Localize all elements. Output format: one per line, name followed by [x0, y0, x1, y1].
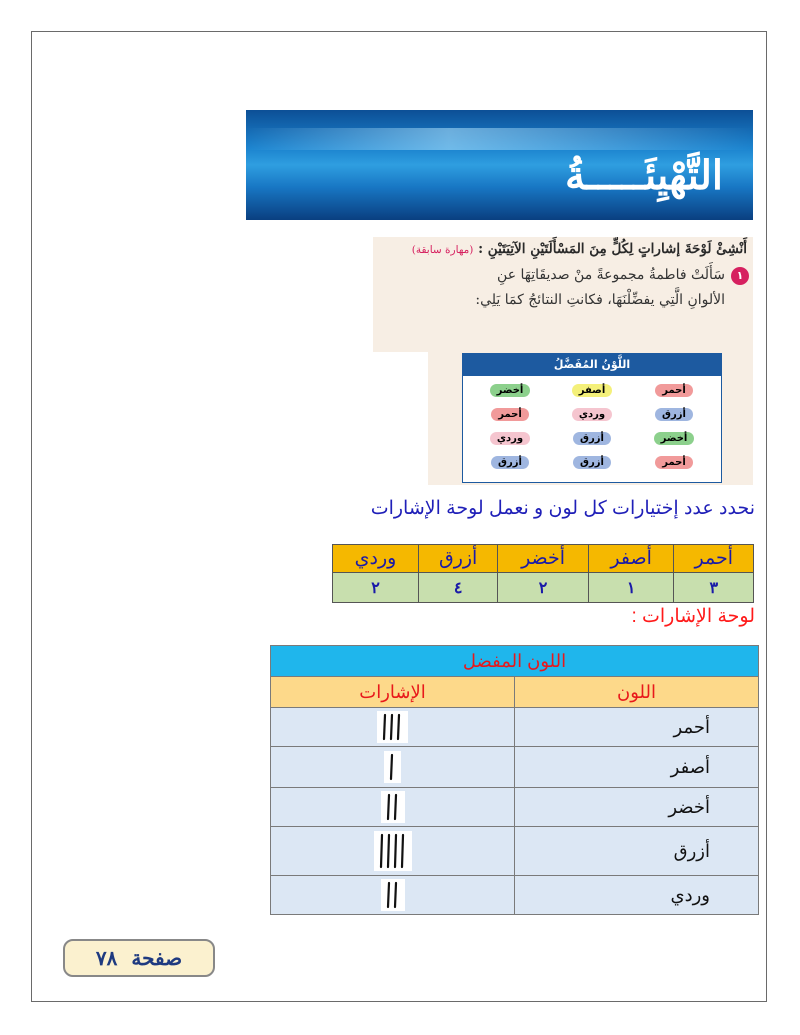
grid-cell — [469, 404, 551, 425]
count-value-cell: ٣ — [674, 573, 754, 603]
tally-row — [271, 747, 759, 788]
counts-header-row — [333, 545, 754, 573]
grid-cell-text: وردي — [490, 432, 530, 445]
count-value-cell: ١ — [588, 573, 674, 603]
tally-stroke — [398, 715, 399, 739]
grid-cell — [633, 404, 715, 425]
count-header-cell: أحمر — [674, 545, 754, 573]
col-marks-header: الإشارات — [271, 677, 515, 708]
tally-stroke — [395, 835, 396, 867]
grid-cell — [551, 404, 633, 425]
tally-stroke — [388, 795, 389, 819]
tally-marks — [374, 831, 412, 871]
tally-row — [271, 788, 759, 827]
tally-stroke — [402, 835, 403, 867]
tally-row — [271, 708, 759, 747]
tally-table — [270, 645, 759, 915]
tally-title-row — [271, 646, 759, 677]
tally-stroke — [381, 835, 382, 867]
tally-marks — [377, 711, 408, 743]
grid-cell — [551, 452, 633, 473]
tally-color-cell: وردي — [515, 876, 759, 915]
board-label: لوحة الإشارات : — [631, 606, 755, 627]
tally-marks — [384, 751, 401, 783]
tally-strokes — [387, 753, 398, 781]
problem-line-2: الألوانِ الَّتِي يفضِّلْنَهَا، فكانتِ النتائجُ كمَا يَلِي: — [475, 292, 725, 308]
page-number-badge — [63, 939, 215, 977]
count-header-cell: وردي — [333, 545, 419, 573]
grid-cell-text: أزرق — [573, 456, 611, 469]
count-header-cell: أصفر — [588, 545, 674, 573]
counts-value-row — [333, 573, 754, 603]
tally-strokes — [384, 881, 402, 909]
tally-marks — [381, 791, 405, 823]
tally-marks-cell — [271, 788, 515, 827]
tally-color-cell: أحمر — [515, 708, 759, 747]
grid-cell — [469, 380, 551, 401]
count-value-cell: ٢ — [333, 573, 419, 603]
grid-title: اللَّوْنُ المُفَضَّلُ — [463, 354, 721, 376]
grid-cell-text: أحمر — [655, 384, 693, 397]
tally-strokes — [380, 713, 405, 741]
tally-marks-cell — [271, 827, 515, 876]
grid-cell — [469, 428, 551, 449]
instruction-sentence: نحدد عدد إختيارات كل لون و نعمل لوحة الإشارات — [370, 498, 755, 519]
grid-cell-text: وردي — [572, 408, 612, 421]
tally-stroke — [388, 835, 389, 867]
tally-marks-cell — [271, 747, 515, 788]
grid-cells — [463, 376, 721, 477]
favorite-color-grid — [462, 353, 722, 483]
tally-marks-cell — [271, 876, 515, 915]
image-fragment — [373, 352, 428, 485]
grid-cell-text: أزرق — [491, 456, 529, 469]
tally-row — [271, 827, 759, 876]
grid-cell — [633, 428, 715, 449]
tally-stroke — [391, 755, 392, 779]
grid-cell — [633, 452, 715, 473]
page-number: ٧٨ — [95, 946, 118, 970]
col-color-header: اللون — [515, 677, 759, 708]
excerpt-instruction — [375, 241, 747, 257]
readiness-banner — [246, 110, 753, 220]
tally-stroke — [388, 883, 389, 907]
count-value-cell: ٢ — [498, 573, 589, 603]
tally-stroke — [384, 715, 385, 739]
count-header-cell: أخضر — [498, 545, 589, 573]
tally-color-cell: أزرق — [515, 827, 759, 876]
grid-cell — [469, 452, 551, 473]
tally-stroke — [391, 715, 392, 739]
tally-title: اللون المفضل — [271, 646, 759, 677]
problem-number: ١ — [731, 267, 749, 285]
grid-cell-text: أزرق — [573, 432, 611, 445]
tally-color-cell: أخضر — [515, 788, 759, 827]
textbook-excerpt — [373, 237, 753, 485]
grid-cell-text: أصفر — [572, 384, 613, 397]
problem-line-1: سَأَلَتْ فاطمةُ مجموعةً منْ صديقَاتِهَا عنِ — [497, 267, 725, 283]
tally-marks-cell — [271, 708, 515, 747]
tally-header-row — [271, 677, 759, 708]
tally-strokes — [377, 833, 409, 869]
tally-color-cell: أصفر — [515, 747, 759, 788]
tally-stroke — [395, 795, 396, 819]
count-header-cell: أزرق — [419, 545, 498, 573]
counts-table — [332, 544, 754, 603]
grid-cell-text: أحمر — [655, 456, 693, 469]
count-value-cell: ٤ — [419, 573, 498, 603]
grid-cell-text: أخضر — [654, 432, 695, 445]
grid-cell-text: أخضر — [490, 384, 531, 397]
grid-cell-text: أحمر — [491, 408, 529, 421]
tally-stroke — [395, 883, 396, 907]
problem-text — [405, 263, 725, 313]
skill-tag: (مهارة سابقة) — [411, 244, 474, 256]
grid-cell — [551, 428, 633, 449]
grid-cell-text: أزرق — [655, 408, 693, 421]
tally-row — [271, 876, 759, 915]
grid-cell — [633, 380, 715, 401]
grid-cell — [551, 380, 633, 401]
tally-strokes — [384, 793, 402, 821]
banner-title: التَّهْيِئَـــــةُ — [565, 152, 723, 199]
tally-marks — [381, 879, 405, 911]
instruction-text: أَنْشِئْ لَوْحَةَ إشاراتٍ لِكُلٍّ مِنَ المَسْأَلَتَيْنِ الآتِيَتَيْنِ : — [478, 241, 747, 257]
page-label: صفحة — [131, 946, 183, 970]
